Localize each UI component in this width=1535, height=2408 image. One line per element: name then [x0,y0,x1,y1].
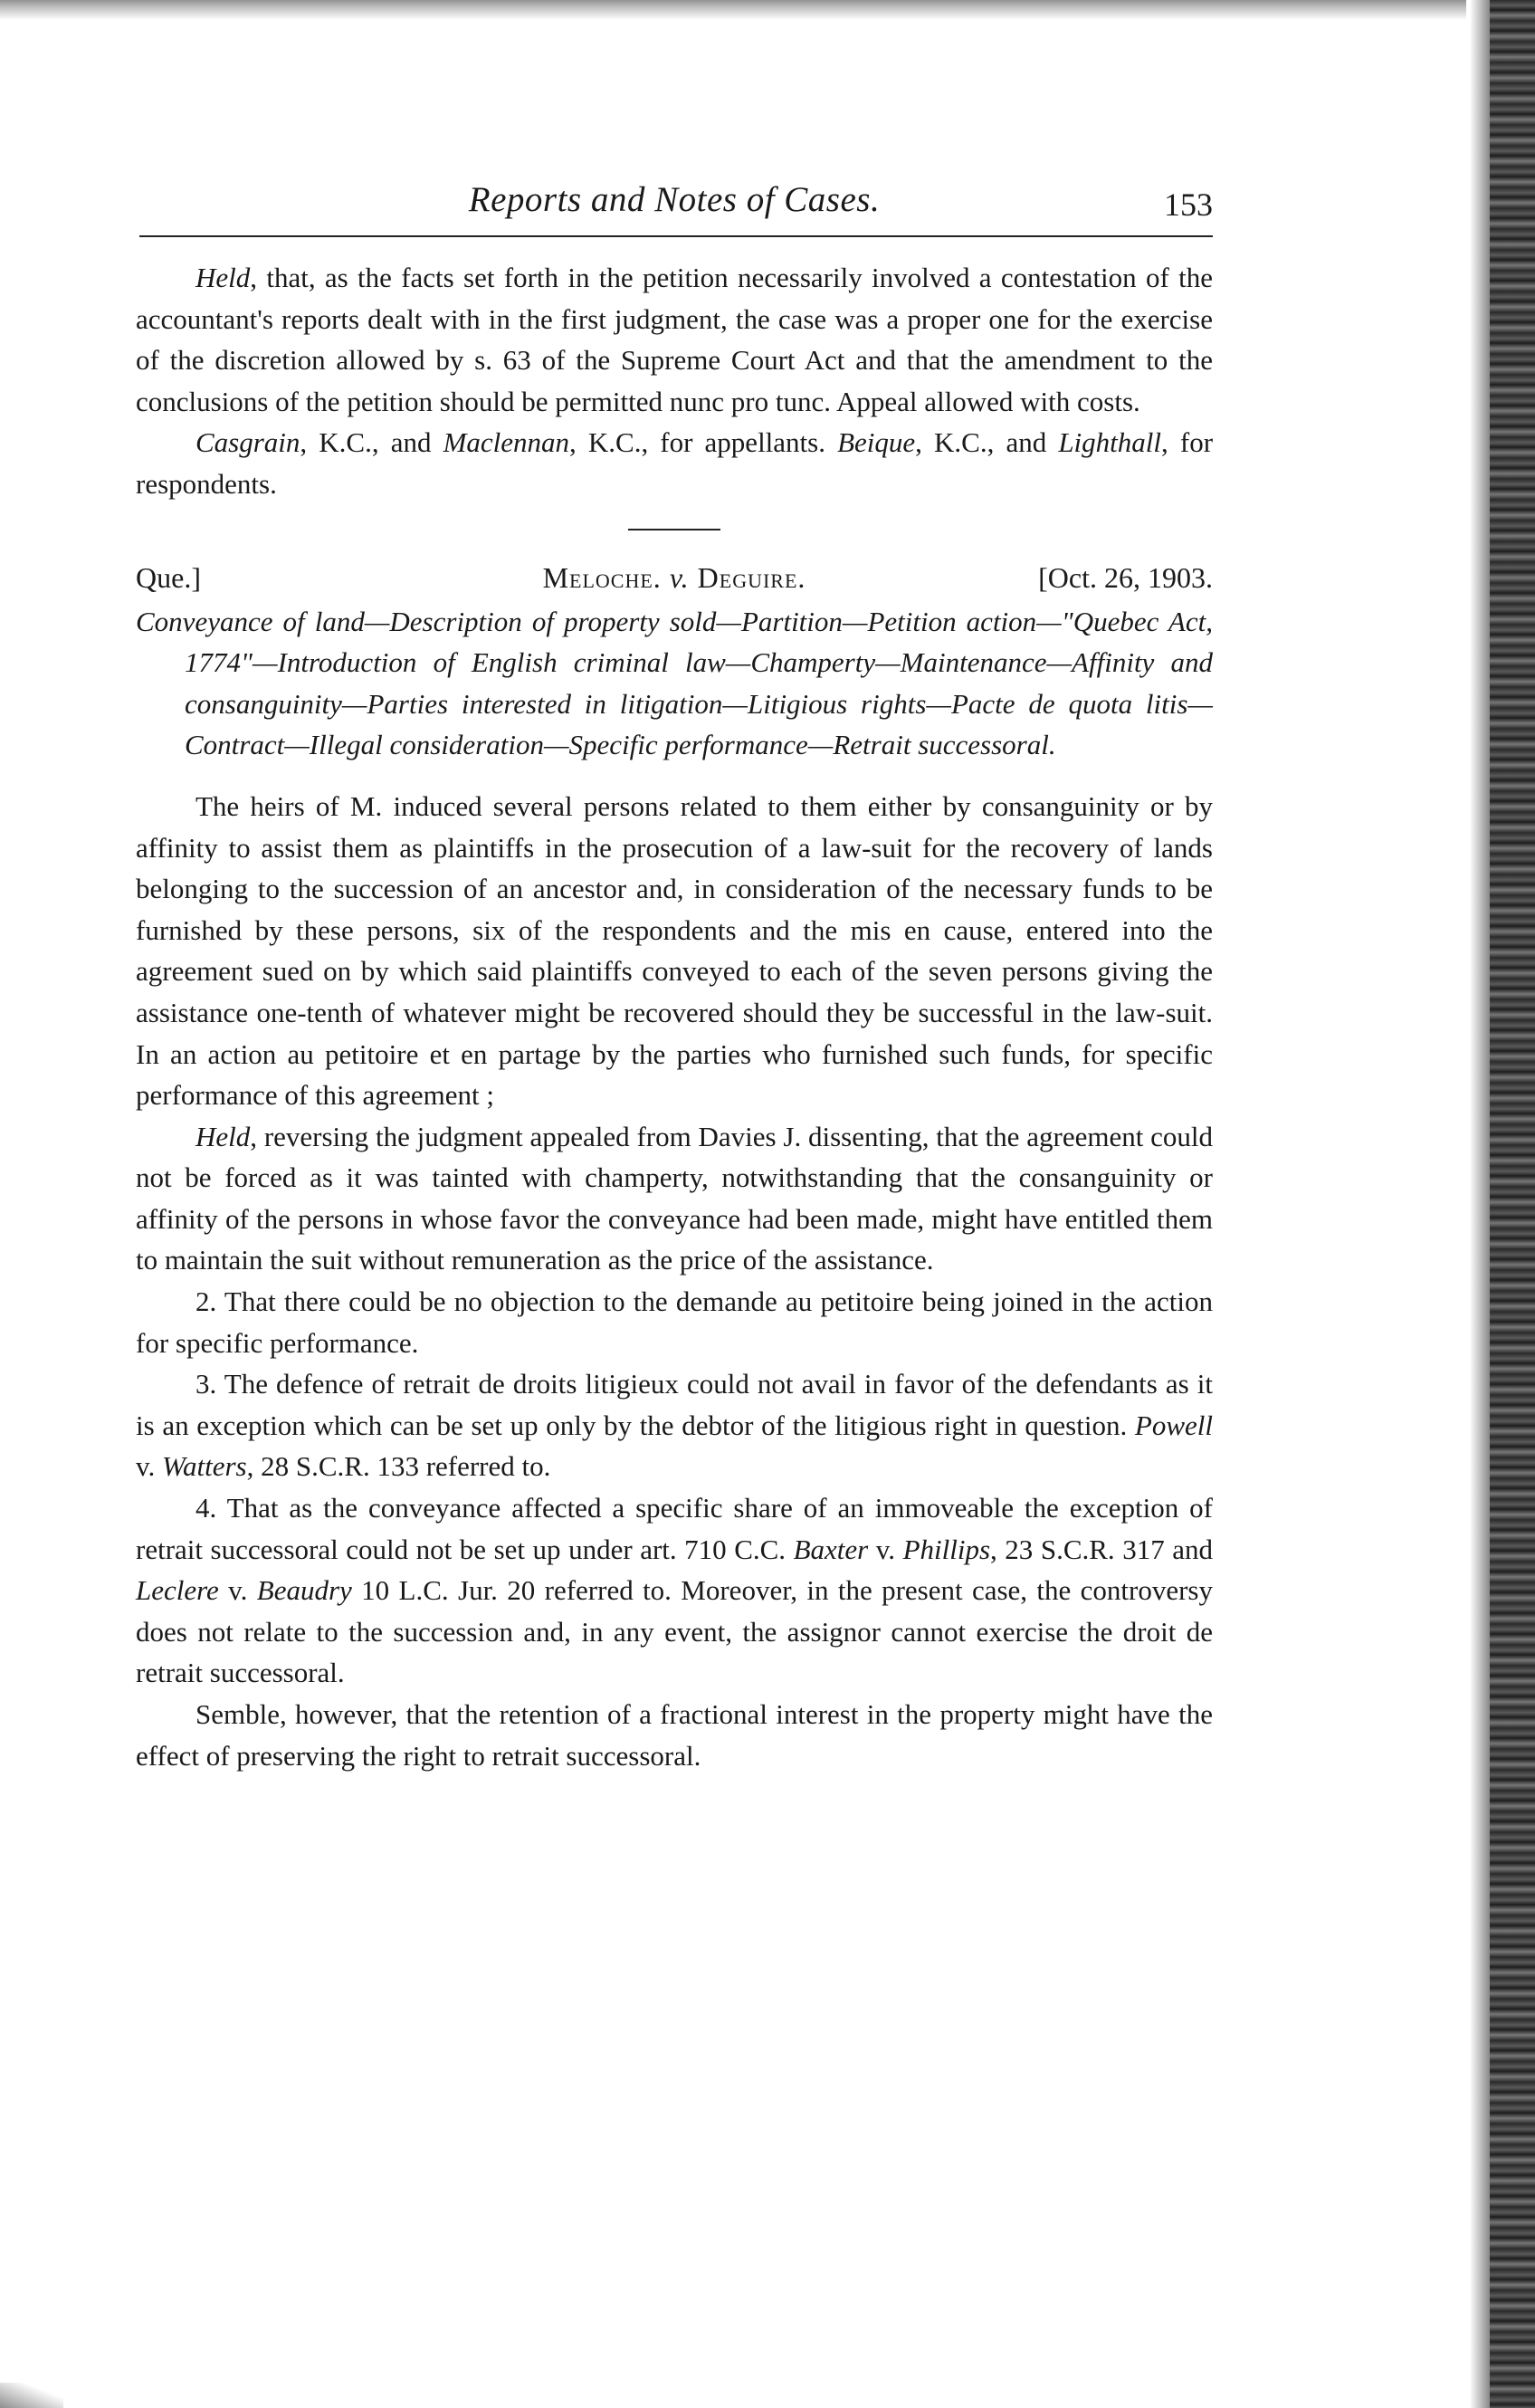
case-province: Que.] [136,560,201,594]
para5-versus-1: v. [868,1533,903,1565]
scan-edge-top [0,0,1466,20]
scan-edge-right [1490,0,1535,2408]
case-party-2: Deguire. [697,560,806,594]
citation-watters: Watters [162,1450,247,1483]
running-title: Reports and Notes of Cases. [468,180,881,219]
citation-phillips: Phillips [902,1533,991,1565]
counsel-line [136,422,1213,504]
case-party-1: Meloche. [542,560,662,594]
held-text: , that, as the facts set forth in the petition necessarily involved a contestation of the accountant's reports dealt with in the first judgment, the case was a proper one for the exercise of the discretion allowed by s. 63 of the Supreme Court Act and that the amendment to the conclusions of the petition should be permitted nunc pro tunc. Appeal allowed with costs. [136,262,1213,417]
counsel-text-2: , K.C., for appellants. [569,426,838,459]
page-content [136,172,1213,1776]
header-rule [139,235,1213,237]
case-title-line [136,558,1213,601]
counsel-name-2: Maclennan [443,426,570,459]
case-date: [Oct. 26, 1903. [1038,560,1213,594]
citation-powell: Powell [1134,1409,1213,1441]
para5-text-c: 10 L.C. Jur. 20 referred to. Moreover, in the present case, the controversy does not relate to the succession and, in any event, the assignor cannot exercise the droit de retrait successoral. [136,1574,1213,1689]
summary-paragraph-4 [136,1363,1213,1487]
para4-versus: v. [136,1450,162,1483]
citation-baxter: Baxter [793,1533,869,1565]
scan-edge-corner [0,2383,63,2408]
section-divider [628,529,720,530]
case-versus: v. [669,560,690,594]
summary-paragraph-6: Semble, however, that the retention of a fractional interest in the property might have the effect of preserving the right to retrait successoral. [136,1698,1213,1772]
para5-versus-2: v. [218,1574,257,1607]
counsel-text-3: , K.C., and [915,426,1059,459]
para4-text-a: 3. The defence of retrait de droits litigieux could not avail in favor of the defendants as it is an exception which can be set up only by the debtor of the litigious right in question. [136,1368,1213,1441]
case-headnote: Conveyance of land—Description of property sold—Partition—Petition action—"Quebec Act, 1774"—Introduction of English criminal law—Champerty—Maintenance—Affinity and consanguinity—Parties interested in litigation—Litigious rights—Pacte de quota litis—Contract—Illegal consideration—Specific performance—Retrait successoral. [136,605,1213,761]
held-label: Held [195,262,251,293]
counsel-text-4: , for respondents. [136,426,1214,500]
running-head [136,172,1213,232]
counsel-name-3: Beique [837,426,916,459]
para5-text-a: 4. That as the conveyance affected a specific share of an immoveable the exception of retrait successoral could not be set up under art. 710 C.C. [136,1492,1213,1565]
summary-paragraph-1: The heirs of M. induced several persons related to them either by consanguinity or by affinity to assist them as plaintiffs in the prosecution of a law-suit for the recovery of lands belonging to the succession of an ancestor and, in consideration of the necessary funds to be furnished by these persons, six of the respondents and the mis en cause, entered into the agreement sued on by which said plaintiffs conveyed to each of the seven persons giving the assistance one-tenth of whatever might be recovered should they be successful in the law-suit. In an action au petitoire et en partage by the parties who furnished such funds, for specific performance of this agreement ; [136,789,1213,1112]
summary-paragraph-2 [136,1116,1213,1281]
citation-beaudry: Beaudry [256,1574,352,1607]
previous-case-holding [136,257,1213,422]
para4-text-b: , 28 S.C.R. 133 referred to. [246,1450,551,1483]
counsel-name-4: Lighthall [1058,426,1162,459]
scan-shadow-right [1470,0,1490,2408]
held-label-2: Held [195,1120,251,1152]
para5-text-b: , 23 S.C.R. 317 and [990,1533,1214,1565]
counsel-text-1: , K.C., and [300,426,443,459]
summary-paragraph-3: 2. That there could be no objection to the demande au petitoire being joined in the action for specific performance. [136,1285,1213,1359]
summary-paragraph-5 [136,1487,1213,1694]
citation-leclere: Leclere [136,1574,219,1607]
case-summary [136,786,1213,1776]
page-number: 153 [1164,186,1213,223]
held-text-2: , reversing the judgment appealed from Davies J. dissenting, that the agreement could not be forced as it was tainted with champerty, notwithstanding that the consanguinity or affinity of the persons in whose favor the conveyance had been made, might have entitled them to maintain the suit without remuneration as the price of the assistance. [136,1120,1213,1276]
counsel-name-1: Casgrain [195,426,300,459]
